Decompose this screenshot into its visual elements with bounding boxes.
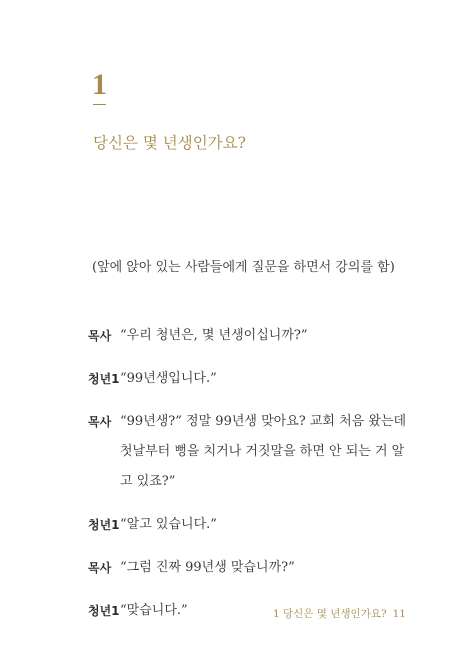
- speech-text: [120, 553, 428, 583]
- dialogue-line: [88, 553, 428, 583]
- page-footer: [273, 607, 406, 621]
- speech-text: [120, 321, 428, 351]
- chapter-number: 1: [92, 68, 107, 101]
- speech-line: “우리 청년은, 몇 년생이십니까?”: [120, 328, 308, 343]
- dialogue-line: [88, 407, 428, 497]
- speech-line: “알고 있습니다.”: [120, 517, 217, 532]
- dialogue: [88, 321, 428, 639]
- stage-direction: (앞에 앉아 있는 사람들에게 질문을 하면서 강의를 함): [92, 260, 395, 275]
- running-title: 1 당신은 몇 년생인가요?: [273, 608, 387, 620]
- speech-text: [120, 364, 428, 394]
- speaker-label: 목사: [88, 561, 112, 575]
- speaker-label: 목사: [88, 415, 112, 429]
- chapter-title: 당신은 몇 년생인가요?: [93, 134, 246, 152]
- speech-line: 고 있죠?”: [120, 474, 176, 489]
- speaker-label: 청년1: [88, 372, 120, 386]
- dialogue-line: [88, 364, 428, 394]
- speaker-label: 목사: [88, 329, 112, 343]
- speech-line: “그럼 진짜 99년생 맞습니까?”: [120, 560, 295, 575]
- speaker-label: 청년1: [88, 518, 120, 532]
- speech-line: 첫날부터 뻥을 치거나 거짓말을 하면 안 되는 거 알: [120, 444, 405, 459]
- page-number: 11: [392, 608, 406, 620]
- speech-line: “맞습니다.”: [120, 603, 188, 618]
- speaker-label: 청년1: [88, 604, 120, 618]
- speech-text: [120, 510, 428, 540]
- speech-line: “99년생?” 정말 99년생 맞아요? 교회 처음 왔는데: [120, 414, 407, 429]
- dialogue-line: [88, 510, 428, 540]
- chapter-rule-divider: [93, 104, 106, 105]
- dialogue-line: [88, 321, 428, 351]
- speech-text: [120, 407, 428, 497]
- speech-line: “99년생입니다.”: [120, 371, 217, 386]
